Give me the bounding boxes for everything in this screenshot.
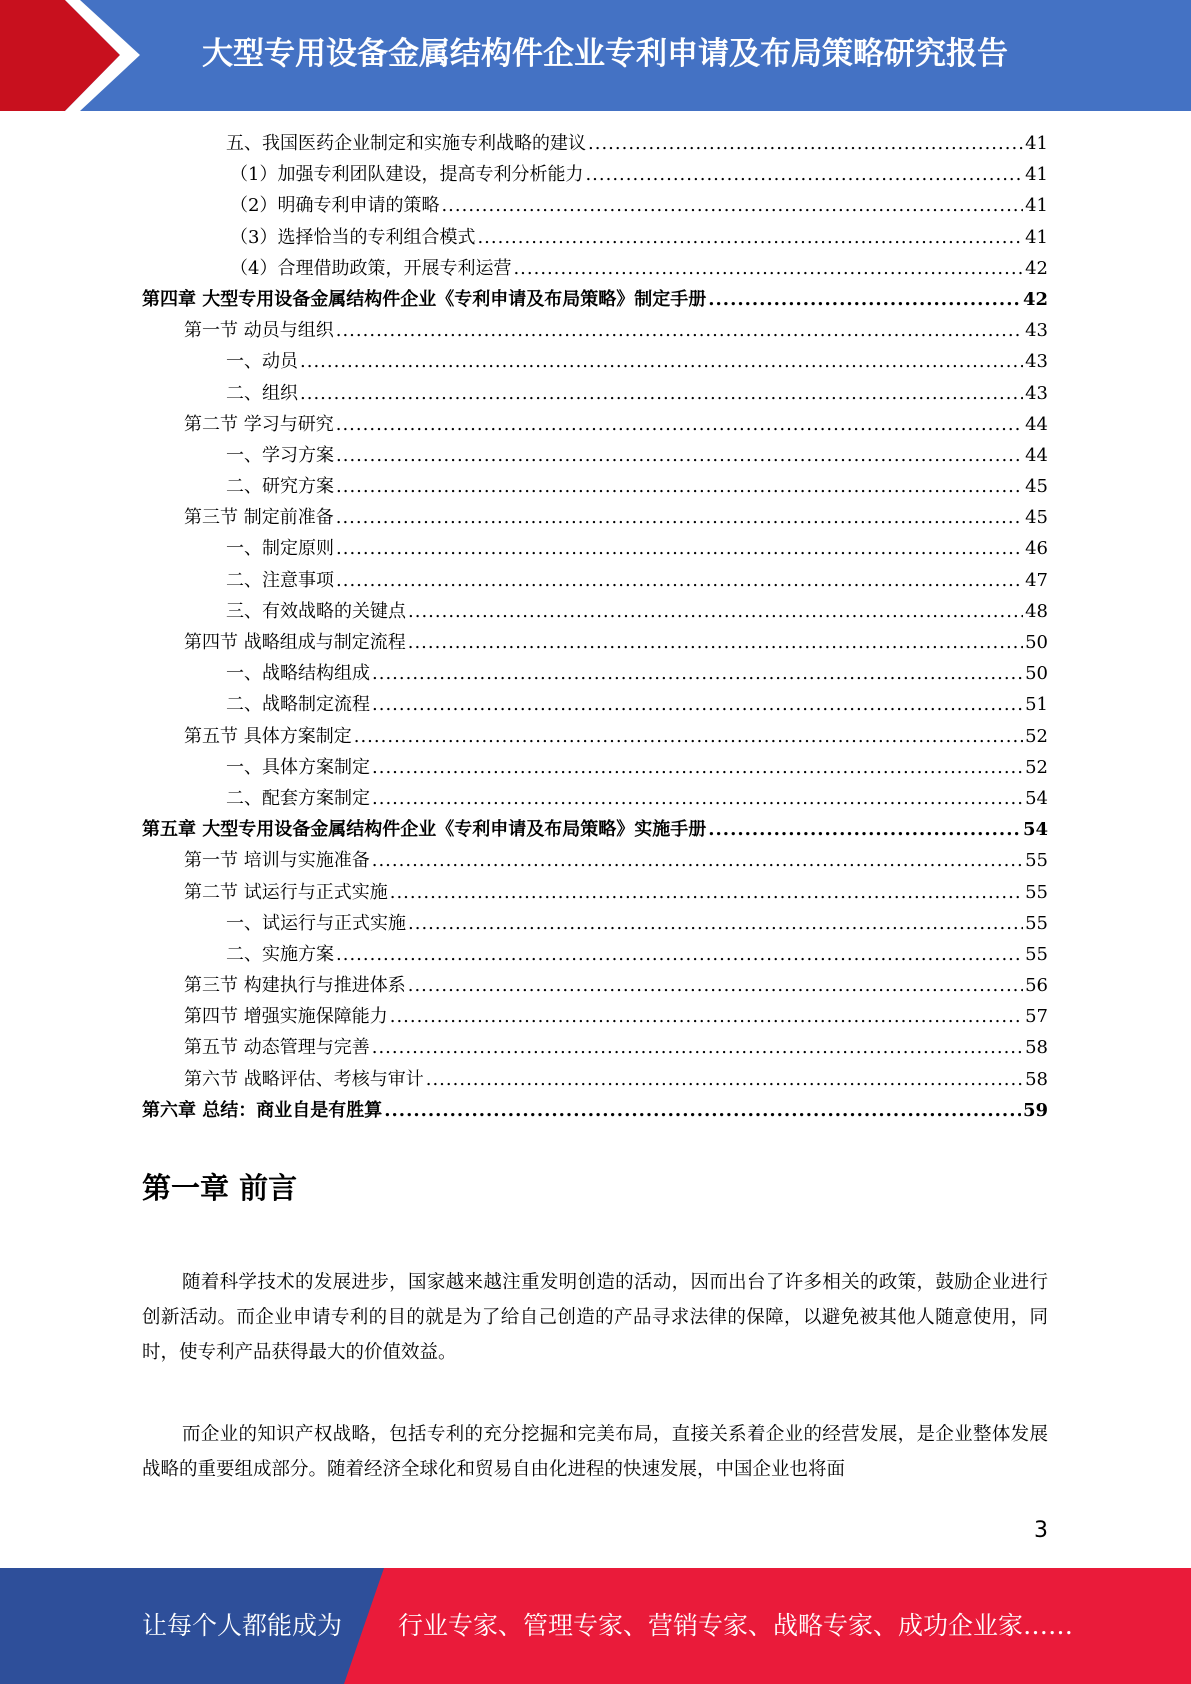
toc-entry-title: 第四节 战略组成与制定流程 [184,632,406,653]
toc-entry-page: 50 [1025,632,1048,653]
toc-entry-page: 45 [1025,476,1048,498]
toc-dot-leader [408,970,1023,1001]
toc-entry[interactable] [142,190,1048,221]
toc-entry-title: 第五章 大型专用设备金属结构件企业《专利申请及布局策略》实施手册 [142,819,707,841]
toc-entry-title: 二、组织 [226,382,298,404]
toc-entry[interactable] [142,565,1048,596]
toc-entry-title: 一、战略结构组成 [226,663,370,685]
toc-entry-title: 一、学习方案 [226,444,334,466]
toc-entry[interactable] [142,1001,1048,1032]
toc-dot-leader [513,253,1023,284]
toc-entry-page: 44 [1025,444,1048,466]
toc-entry[interactable] [142,471,1048,502]
toc-dot-leader [384,1095,1021,1126]
toc-entry-title: （2）明确专利申请的策略 [230,195,440,217]
body-paragraph-1 [142,1265,1048,1370]
toc-dot-leader [336,502,1023,533]
toc-dot-leader [585,159,1023,190]
report-title: 大型专用设备金属结构件企业专利申请及布局策略研究报告 [202,36,1008,72]
toc-entry-page: 52 [1025,756,1048,778]
toc-dot-leader [588,128,1023,159]
toc-dot-leader [372,658,1023,689]
toc-entry[interactable] [142,315,1048,346]
toc-entry-title: 第六章 总结：商业自是有胜算 [142,1099,383,1121]
toc-entry-page: 51 [1025,694,1048,716]
toc-entry-title: （3）选择恰当的专利组合模式 [230,226,476,248]
toc-entry-title: 二、配套方案制定 [226,787,370,809]
toc-entry-page: 42 [1022,288,1048,310]
page-number: 3 [1034,1518,1048,1543]
toc-entry[interactable] [142,877,1048,908]
toc-entry-title: 二、实施方案 [226,943,334,965]
toc-entry-title: 一、具体方案制定 [226,756,370,778]
toc-entry-page: 43 [1025,351,1048,373]
toc-entry-page: 41 [1025,133,1048,154]
toc-entry-title: 第二节 学习与研究 [184,413,334,435]
paragraph-text: 而企业的知识产权战略，包括专利的充分挖掘和完美布局，直接关系着企业的经营发展，是企业整体发展战略的重要组成部分。随着经济全球化和贸易自由化进程的快速发展，中国企业也将面 [142,1424,1048,1480]
toc-dot-leader [336,471,1023,502]
toc-entry-title: 第一节 动员与组织 [184,320,334,342]
toc-entry[interactable] [142,721,1048,752]
toc-entry-page: 55 [1025,850,1048,872]
toc-entry[interactable] [142,908,1048,939]
toc-dot-leader [372,1032,1023,1063]
toc-entry[interactable] [142,409,1048,440]
toc-dot-leader [372,783,1023,814]
toc-entry-title: 一、动员 [226,351,298,373]
toc-dot-leader [372,845,1023,876]
toc-entry-page: 46 [1025,538,1048,560]
toc-entry[interactable] [142,222,1048,253]
toc-entry[interactable] [142,502,1048,533]
toc-entry[interactable] [142,658,1048,689]
toc-entry-title: 一、制定原则 [226,538,334,560]
toc-dot-leader [336,533,1023,564]
toc-entry-page: 57 [1025,1006,1048,1028]
toc-entry[interactable] [142,627,1048,658]
toc-entry-title: 第五节 动态管理与完善 [184,1037,370,1059]
toc-entry-page: 59 [1022,1099,1048,1121]
toc-entry-page: 43 [1025,382,1048,404]
toc-dot-leader [408,908,1023,939]
toc-entry[interactable] [142,939,1048,970]
toc-dot-leader [372,752,1023,783]
toc-entry-title: 第二节 试运行与正式实施 [184,881,388,903]
toc-entry[interactable] [142,596,1048,627]
toc-entry-title: 二、战略制定流程 [226,694,370,716]
toc-dot-leader [390,1001,1023,1032]
body-paragraph-2 [142,1417,1048,1487]
toc-dot-leader [372,689,1023,720]
toc-entry-title: 二、注意事项 [226,569,334,591]
toc-entry-title: 三、有效战略的关键点 [226,600,406,622]
header-arrow-decoration [0,0,160,111]
toc-entry-page: 54 [1022,819,1048,841]
footer-slogan-left: 让每个人都能成为 [142,1611,343,1640]
toc-entry-page: 44 [1025,413,1048,435]
toc-entry-page: 43 [1025,320,1048,342]
toc-entry-page: 58 [1025,1068,1048,1090]
toc-dot-leader [708,284,1021,315]
toc-entry[interactable] [142,346,1048,377]
toc-entry[interactable] [142,378,1048,409]
toc-dot-leader [300,346,1023,377]
toc-entry-title: 一、试运行与正式实施 [226,912,406,934]
toc-entry[interactable] [142,814,1048,845]
toc-entry[interactable] [142,159,1048,190]
toc-entry-page: 41 [1025,226,1048,248]
footer-slogan-right: 行业专家、管理专家、营销专家、战略专家、成功企业家…… [398,1611,1074,1640]
toc-entry-page: 54 [1025,787,1048,809]
toc-entry-title: 第四节 增强实施保障能力 [184,1006,388,1028]
toc-dot-leader [300,378,1023,409]
toc-entry-title: 二、研究方案 [226,476,334,498]
toc-entry-title: 第三节 制定前准备 [184,507,334,529]
toc-entry[interactable] [142,440,1048,471]
toc-entry[interactable] [142,752,1048,783]
page-footer [0,1568,1191,1684]
toc-entry[interactable] [142,128,1048,159]
toc-dot-leader [408,627,1023,658]
toc-entry[interactable] [142,845,1048,876]
toc-entry-title: （4）合理借助政策，开展专利运营 [230,257,512,279]
toc-entry-page: 58 [1025,1037,1048,1059]
toc-dot-leader [708,814,1021,845]
toc-entry[interactable] [142,970,1048,1001]
toc-entry-title: 第六节 战略评估、考核与审计 [184,1068,424,1090]
toc-entry-title: 第三节 构建执行与推进体系 [184,975,406,997]
toc-dot-leader [336,440,1023,471]
paragraph-text: 随着科学技术的发展进步，国家越来越注重发明创造的活动，因而出台了许多相关的政策，鼓励企业进行创新活动。而企业申请专利的目的就是为了给自己创造的产品寻求法律的保障，以避免被其他人随意使用，同时，使专利产品获得最大的价值效益。 [142,1272,1048,1363]
toc-entry-title: 第四章 大型专用设备金属结构件企业《专利申请及布局策略》制定手册 [142,288,707,310]
toc-dot-leader [426,1064,1023,1095]
toc-entry-page: 41 [1025,164,1048,186]
toc-dot-leader [336,939,1023,970]
toc-entry-page: 55 [1025,881,1048,903]
toc-dot-leader [390,877,1023,908]
toc-entry[interactable] [142,689,1048,720]
toc-dot-leader [441,190,1023,221]
toc-dot-leader [336,315,1023,346]
toc-entry-title: 第一节 培训与实施准备 [184,850,370,872]
toc-dot-leader [336,565,1023,596]
toc-entry-page: 52 [1025,725,1048,747]
toc-entry-page: 55 [1025,943,1048,965]
chapter-heading: 第一章 前言 [142,1171,298,1205]
toc-entry-title: （1）加强专利团队建设，提高专利分析能力 [230,164,584,186]
toc-entry-page: 42 [1025,257,1048,279]
toc-entry[interactable] [142,253,1048,284]
toc-entry-title: 五、我国医药企业制定和实施专利战略的建议 [226,133,586,154]
toc-entry-page: 56 [1025,975,1048,997]
toc-entry-page: 50 [1025,663,1048,685]
toc-dot-leader [477,222,1023,253]
toc-entry[interactable] [142,1032,1048,1063]
toc-entry[interactable] [142,1064,1048,1095]
toc-dot-leader [336,409,1023,440]
page-header [0,0,1191,111]
toc-entry-page: 45 [1025,507,1048,529]
toc-entry[interactable] [142,284,1048,315]
toc-dot-leader [408,596,1023,627]
toc-dot-leader [354,721,1023,752]
table-of-contents [142,128,1048,1126]
toc-entry-page: 55 [1025,912,1048,934]
toc-entry-title: 第五节 具体方案制定 [184,725,352,747]
toc-entry[interactable] [142,783,1048,814]
toc-entry-page: 47 [1025,569,1048,591]
toc-entry-page: 41 [1025,195,1048,217]
toc-entry[interactable] [142,533,1048,564]
toc-entry[interactable] [142,1095,1048,1126]
toc-entry-page: 48 [1025,600,1048,622]
